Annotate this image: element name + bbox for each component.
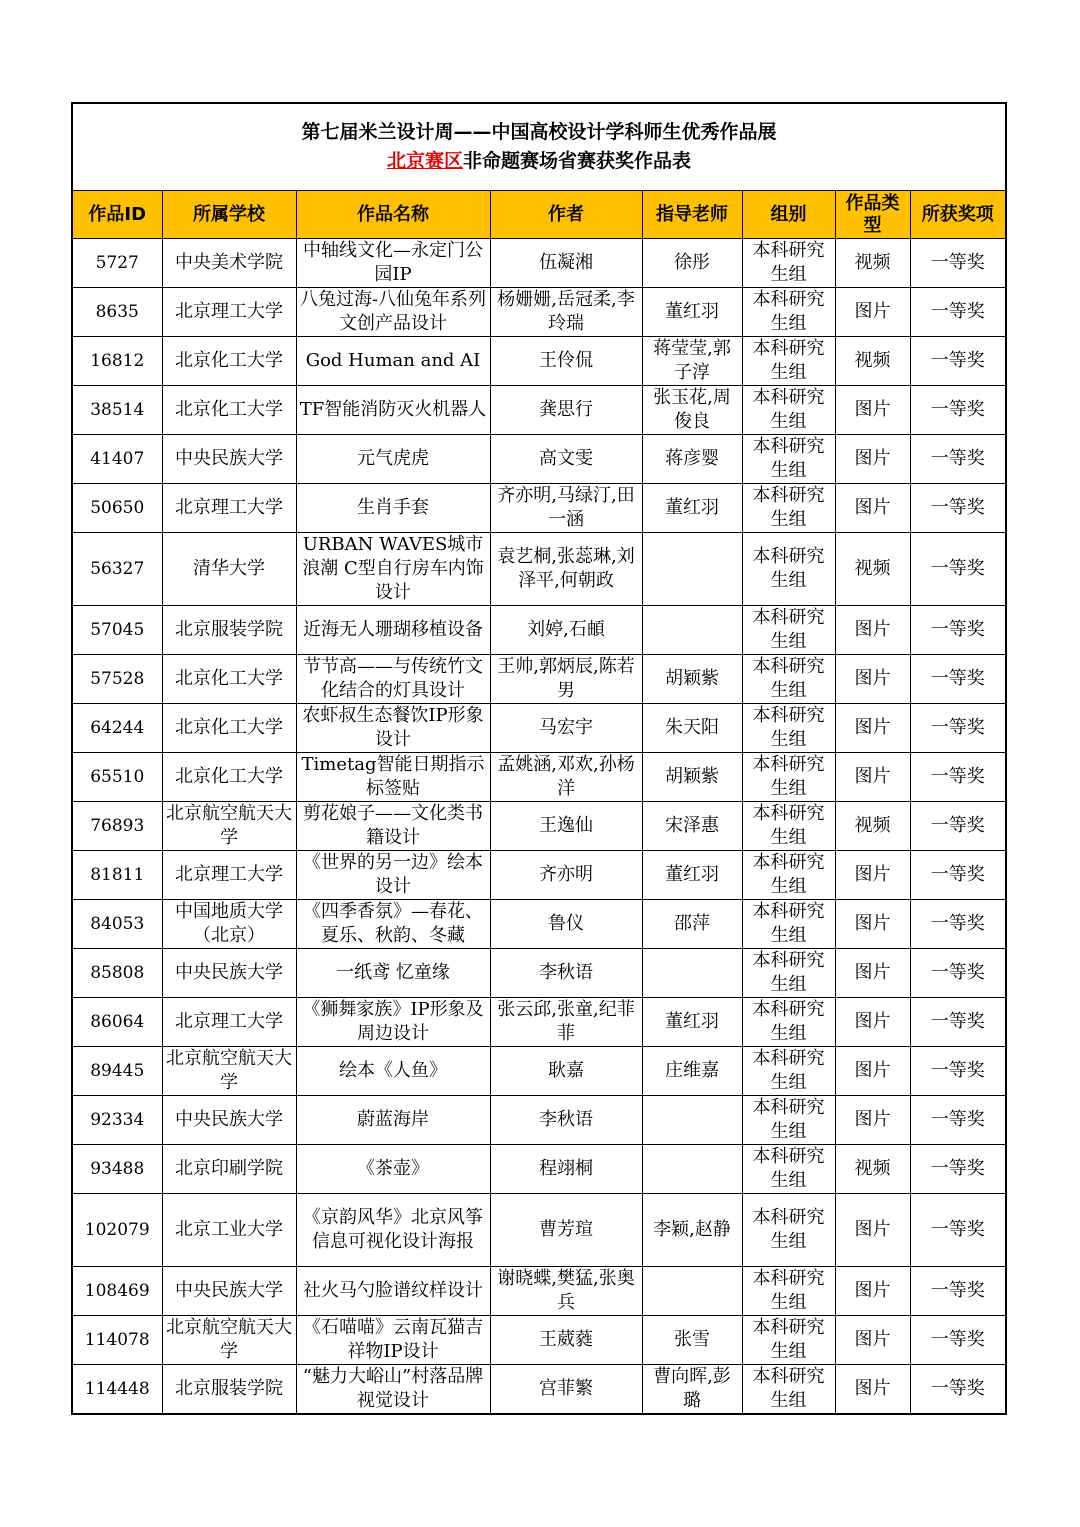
row-author: 孟姚涵,邓欢,孙杨洋 bbox=[490, 753, 642, 802]
row-school: 北京化工大学 bbox=[162, 753, 296, 802]
row-advisor bbox=[642, 1096, 742, 1145]
row-group: 本科研究生组 bbox=[742, 435, 835, 484]
row-award: 一等奖 bbox=[910, 802, 1005, 851]
row-group: 本科研究生组 bbox=[742, 655, 835, 704]
table-row bbox=[73, 998, 1005, 1047]
table-row bbox=[73, 337, 1005, 386]
row-work: God Human and AI bbox=[296, 337, 490, 386]
row-type: 图片 bbox=[835, 1267, 910, 1316]
row-group: 本科研究生组 bbox=[742, 484, 835, 533]
row-award: 一等奖 bbox=[910, 606, 1005, 655]
table-row bbox=[73, 1145, 1005, 1194]
table-row bbox=[73, 288, 1005, 337]
row-type: 图片 bbox=[835, 484, 910, 533]
table-row bbox=[73, 704, 1005, 753]
row-award: 一等奖 bbox=[910, 851, 1005, 900]
row-work: 《茶壶》 bbox=[296, 1145, 490, 1194]
row-school: 清华大学 bbox=[162, 533, 296, 606]
row-id: 108469 bbox=[73, 1267, 162, 1316]
row-id: 41407 bbox=[73, 435, 162, 484]
row-award: 一等奖 bbox=[910, 288, 1005, 337]
table-body bbox=[73, 239, 1005, 1414]
row-group: 本科研究生组 bbox=[742, 1365, 835, 1414]
row-type: 图片 bbox=[835, 1365, 910, 1414]
row-group: 本科研究生组 bbox=[742, 851, 835, 900]
col-header-school: 所属学校 bbox=[162, 191, 296, 239]
table-row bbox=[73, 1096, 1005, 1145]
row-id: 92334 bbox=[73, 1096, 162, 1145]
col-header-author: 作者 bbox=[490, 191, 642, 239]
row-work: 元气虎虎 bbox=[296, 435, 490, 484]
row-work: 八兔过海-八仙兔年系列文创产品设计 bbox=[296, 288, 490, 337]
awards-table bbox=[73, 191, 1005, 1413]
row-group: 本科研究生组 bbox=[742, 337, 835, 386]
row-school: 中央民族大学 bbox=[162, 1096, 296, 1145]
row-award: 一等奖 bbox=[910, 533, 1005, 606]
row-work: 节节高——与传统竹文化结合的灯具设计 bbox=[296, 655, 490, 704]
row-author: 曹芳瑄 bbox=[490, 1194, 642, 1267]
row-id: 89445 bbox=[73, 1047, 162, 1096]
title-line-1: 第七届米兰设计周——中国高校设计学科师生优秀作品展 bbox=[301, 121, 777, 143]
row-group: 本科研究生组 bbox=[742, 753, 835, 802]
row-advisor: 胡颖紫 bbox=[642, 753, 742, 802]
row-work: 蔚蓝海岸 bbox=[296, 1096, 490, 1145]
row-type: 图片 bbox=[835, 998, 910, 1047]
table-row bbox=[73, 851, 1005, 900]
col-header-type: 作品类型 bbox=[835, 191, 910, 239]
row-work: 剪花娘子——文化类书籍设计 bbox=[296, 802, 490, 851]
row-type: 图片 bbox=[835, 1316, 910, 1365]
table-row bbox=[73, 753, 1005, 802]
row-award: 一等奖 bbox=[910, 1365, 1005, 1414]
row-advisor: 张雪 bbox=[642, 1316, 742, 1365]
row-author: 伍凝湘 bbox=[490, 239, 642, 288]
row-work: 生肖手套 bbox=[296, 484, 490, 533]
row-advisor: 徐彤 bbox=[642, 239, 742, 288]
row-advisor: 董红羽 bbox=[642, 851, 742, 900]
row-type: 图片 bbox=[835, 435, 910, 484]
row-group: 本科研究生组 bbox=[742, 288, 835, 337]
row-author: 齐亦明 bbox=[490, 851, 642, 900]
row-author: 王帅,郭炳辰,陈若男 bbox=[490, 655, 642, 704]
row-award: 一等奖 bbox=[910, 1145, 1005, 1194]
title-block bbox=[73, 104, 1005, 191]
row-advisor: 董红羽 bbox=[642, 288, 742, 337]
row-award: 一等奖 bbox=[910, 239, 1005, 288]
row-school: 北京航空航天大学 bbox=[162, 802, 296, 851]
row-advisor bbox=[642, 533, 742, 606]
row-group: 本科研究生组 bbox=[742, 606, 835, 655]
row-work: 社火马勺脸谱纹样设计 bbox=[296, 1267, 490, 1316]
row-author: 袁艺桐,张蕊琳,刘泽平,何朝政 bbox=[490, 533, 642, 606]
row-author: 李秋语 bbox=[490, 949, 642, 998]
row-award: 一等奖 bbox=[910, 655, 1005, 704]
table-row bbox=[73, 900, 1005, 949]
row-school: 中央美术学院 bbox=[162, 239, 296, 288]
row-id: 38514 bbox=[73, 386, 162, 435]
table-row bbox=[73, 949, 1005, 998]
table-row bbox=[73, 802, 1005, 851]
row-type: 图片 bbox=[835, 1096, 910, 1145]
row-type: 图片 bbox=[835, 900, 910, 949]
row-school: 北京理工大学 bbox=[162, 484, 296, 533]
row-award: 一等奖 bbox=[910, 949, 1005, 998]
row-school: 北京理工大学 bbox=[162, 851, 296, 900]
row-advisor: 董红羽 bbox=[642, 998, 742, 1047]
row-type: 图片 bbox=[835, 949, 910, 998]
row-award: 一等奖 bbox=[910, 435, 1005, 484]
row-id: 57045 bbox=[73, 606, 162, 655]
row-type: 图片 bbox=[835, 606, 910, 655]
row-advisor: 邵萍 bbox=[642, 900, 742, 949]
row-school: 北京理工大学 bbox=[162, 288, 296, 337]
row-award: 一等奖 bbox=[910, 704, 1005, 753]
row-author: 高文雯 bbox=[490, 435, 642, 484]
row-work: 《京韵风华》北京风筝信息可视化设计海报 bbox=[296, 1194, 490, 1267]
row-advisor bbox=[642, 606, 742, 655]
table-row bbox=[73, 1194, 1005, 1267]
table-row bbox=[73, 386, 1005, 435]
row-id: 114078 bbox=[73, 1316, 162, 1365]
row-work: URBAN WAVES城市浪潮 C型自行房车内饰设计 bbox=[296, 533, 490, 606]
row-author: 王逸仙 bbox=[490, 802, 642, 851]
table-row bbox=[73, 533, 1005, 606]
row-id: 76893 bbox=[73, 802, 162, 851]
row-type: 视频 bbox=[835, 337, 910, 386]
row-id: 57528 bbox=[73, 655, 162, 704]
row-school: 北京理工大学 bbox=[162, 998, 296, 1047]
row-group: 本科研究生组 bbox=[742, 802, 835, 851]
row-type: 视频 bbox=[835, 802, 910, 851]
row-group: 本科研究生组 bbox=[742, 1194, 835, 1267]
row-work: 《四季香氛》—春花、夏乐、秋韵、冬藏 bbox=[296, 900, 490, 949]
col-header-group: 组别 bbox=[742, 191, 835, 239]
row-group: 本科研究生组 bbox=[742, 1267, 835, 1316]
row-school: 北京化工大学 bbox=[162, 386, 296, 435]
row-id: 65510 bbox=[73, 753, 162, 802]
row-school: 北京航空航天大学 bbox=[162, 1316, 296, 1365]
row-author: 鲁仪 bbox=[490, 900, 642, 949]
row-type: 图片 bbox=[835, 851, 910, 900]
row-type: 视频 bbox=[835, 239, 910, 288]
row-award: 一等奖 bbox=[910, 386, 1005, 435]
row-award: 一等奖 bbox=[910, 484, 1005, 533]
row-group: 本科研究生组 bbox=[742, 704, 835, 753]
row-work: TF智能消防灭火机器人 bbox=[296, 386, 490, 435]
row-author: 龚思行 bbox=[490, 386, 642, 435]
row-type: 图片 bbox=[835, 655, 910, 704]
region-highlight: 北京赛区 bbox=[386, 150, 463, 172]
row-id: 64244 bbox=[73, 704, 162, 753]
row-id: 56327 bbox=[73, 533, 162, 606]
row-id: 114448 bbox=[73, 1365, 162, 1414]
row-id: 16812 bbox=[73, 337, 162, 386]
row-school: 北京化工大学 bbox=[162, 337, 296, 386]
row-author: 刘婷,石頔 bbox=[490, 606, 642, 655]
row-type: 图片 bbox=[835, 1047, 910, 1096]
row-id: 84053 bbox=[73, 900, 162, 949]
row-author: 王葳蕤 bbox=[490, 1316, 642, 1365]
row-work: 《世界的另一边》绘本设计 bbox=[296, 851, 490, 900]
row-group: 本科研究生组 bbox=[742, 1047, 835, 1096]
row-type: 图片 bbox=[835, 288, 910, 337]
row-group: 本科研究生组 bbox=[742, 1096, 835, 1145]
row-school: 北京工业大学 bbox=[162, 1194, 296, 1267]
table-row bbox=[73, 435, 1005, 484]
row-group: 本科研究生组 bbox=[742, 900, 835, 949]
row-author: 程翊桐 bbox=[490, 1145, 642, 1194]
row-id: 93488 bbox=[73, 1145, 162, 1194]
table-row bbox=[73, 239, 1005, 288]
award-table-sheet bbox=[71, 102, 1007, 1415]
row-advisor bbox=[642, 949, 742, 998]
row-advisor: 蒋彦婴 bbox=[642, 435, 742, 484]
row-school: 中央民族大学 bbox=[162, 435, 296, 484]
row-id: 86064 bbox=[73, 998, 162, 1047]
row-award: 一等奖 bbox=[910, 1096, 1005, 1145]
row-advisor: 胡颖紫 bbox=[642, 655, 742, 704]
row-author: 马宏宇 bbox=[490, 704, 642, 753]
row-school: 北京化工大学 bbox=[162, 655, 296, 704]
row-id: 102079 bbox=[73, 1194, 162, 1267]
title-line-2 bbox=[73, 147, 1005, 176]
row-group: 本科研究生组 bbox=[742, 1145, 835, 1194]
row-type: 图片 bbox=[835, 704, 910, 753]
row-advisor: 朱天阳 bbox=[642, 704, 742, 753]
header-row bbox=[73, 191, 1005, 239]
row-id: 85808 bbox=[73, 949, 162, 998]
row-author: 耿嘉 bbox=[490, 1047, 642, 1096]
row-author: 宫菲繁 bbox=[490, 1365, 642, 1414]
row-school: 北京服装学院 bbox=[162, 1365, 296, 1414]
row-award: 一等奖 bbox=[910, 337, 1005, 386]
row-group: 本科研究生组 bbox=[742, 949, 835, 998]
row-school: 北京化工大学 bbox=[162, 704, 296, 753]
row-advisor: 蒋莹莹,郭子淳 bbox=[642, 337, 742, 386]
row-author: 谢晓蝶,樊猛,张奥兵 bbox=[490, 1267, 642, 1316]
row-work: 绘本《人鱼》 bbox=[296, 1047, 490, 1096]
col-header-award: 所获奖项 bbox=[910, 191, 1005, 239]
row-award: 一等奖 bbox=[910, 753, 1005, 802]
row-advisor bbox=[642, 1267, 742, 1316]
row-id: 81811 bbox=[73, 851, 162, 900]
col-header-advisor: 指导老师 bbox=[642, 191, 742, 239]
row-award: 一等奖 bbox=[910, 1194, 1005, 1267]
row-type: 视频 bbox=[835, 1145, 910, 1194]
col-header-work: 作品名称 bbox=[296, 191, 490, 239]
row-school: 中央民族大学 bbox=[162, 949, 296, 998]
row-award: 一等奖 bbox=[910, 1316, 1005, 1365]
row-author: 杨姗姗,岳冠柔,李玲瑞 bbox=[490, 288, 642, 337]
row-author: 齐亦明,马绿汀,田一涵 bbox=[490, 484, 642, 533]
row-school: 北京服装学院 bbox=[162, 606, 296, 655]
table-row bbox=[73, 1267, 1005, 1316]
row-school: 北京航空航天大学 bbox=[162, 1047, 296, 1096]
row-type: 图片 bbox=[835, 386, 910, 435]
title-line-2-rest: 非命题赛场省赛获奖作品表 bbox=[463, 150, 692, 172]
row-award: 一等奖 bbox=[910, 998, 1005, 1047]
table-row bbox=[73, 655, 1005, 704]
row-award: 一等奖 bbox=[910, 1267, 1005, 1316]
row-work: “魅力大峪山”村落品牌视觉设计 bbox=[296, 1365, 490, 1414]
row-advisor: 庄维嘉 bbox=[642, 1047, 742, 1096]
table-row bbox=[73, 1316, 1005, 1365]
row-advisor bbox=[642, 1145, 742, 1194]
table-row bbox=[73, 1365, 1005, 1414]
col-header-id: 作品ID bbox=[73, 191, 162, 239]
row-school: 中国地质大学（北京） bbox=[162, 900, 296, 949]
row-work: 《石喵喵》云南瓦猫吉祥物IP设计 bbox=[296, 1316, 490, 1365]
row-type: 图片 bbox=[835, 1194, 910, 1267]
row-work: 农虾叔生态餐饮IP形象设计 bbox=[296, 704, 490, 753]
row-advisor: 张玉花,周俊良 bbox=[642, 386, 742, 435]
row-group: 本科研究生组 bbox=[742, 533, 835, 606]
row-work: 《狮舞家族》IP形象及周边设计 bbox=[296, 998, 490, 1047]
row-id: 5727 bbox=[73, 239, 162, 288]
row-author: 李秋语 bbox=[490, 1096, 642, 1145]
row-work: 近海无人珊瑚移植设备 bbox=[296, 606, 490, 655]
row-work: 中轴线文化—永定门公园IP bbox=[296, 239, 490, 288]
table-row bbox=[73, 484, 1005, 533]
row-id: 8635 bbox=[73, 288, 162, 337]
row-id: 50650 bbox=[73, 484, 162, 533]
row-group: 本科研究生组 bbox=[742, 386, 835, 435]
table-row bbox=[73, 1047, 1005, 1096]
row-school: 中央民族大学 bbox=[162, 1267, 296, 1316]
row-type: 视频 bbox=[835, 533, 910, 606]
row-group: 本科研究生组 bbox=[742, 998, 835, 1047]
row-type: 图片 bbox=[835, 753, 910, 802]
row-award: 一等奖 bbox=[910, 1047, 1005, 1096]
table-row bbox=[73, 606, 1005, 655]
row-group: 本科研究生组 bbox=[742, 239, 835, 288]
row-advisor: 董红羽 bbox=[642, 484, 742, 533]
row-advisor: 李颖,赵静 bbox=[642, 1194, 742, 1267]
row-school: 北京印刷学院 bbox=[162, 1145, 296, 1194]
row-advisor: 曹向晖,彭璐 bbox=[642, 1365, 742, 1414]
row-group: 本科研究生组 bbox=[742, 1316, 835, 1365]
row-award: 一等奖 bbox=[910, 900, 1005, 949]
row-work: 一纸鸢 忆童缘 bbox=[296, 949, 490, 998]
row-work: Timetag智能日期指示标签贴 bbox=[296, 753, 490, 802]
row-author: 张云邱,张童,纪菲菲 bbox=[490, 998, 642, 1047]
row-advisor: 宋泽惠 bbox=[642, 802, 742, 851]
row-author: 王伶侃 bbox=[490, 337, 642, 386]
